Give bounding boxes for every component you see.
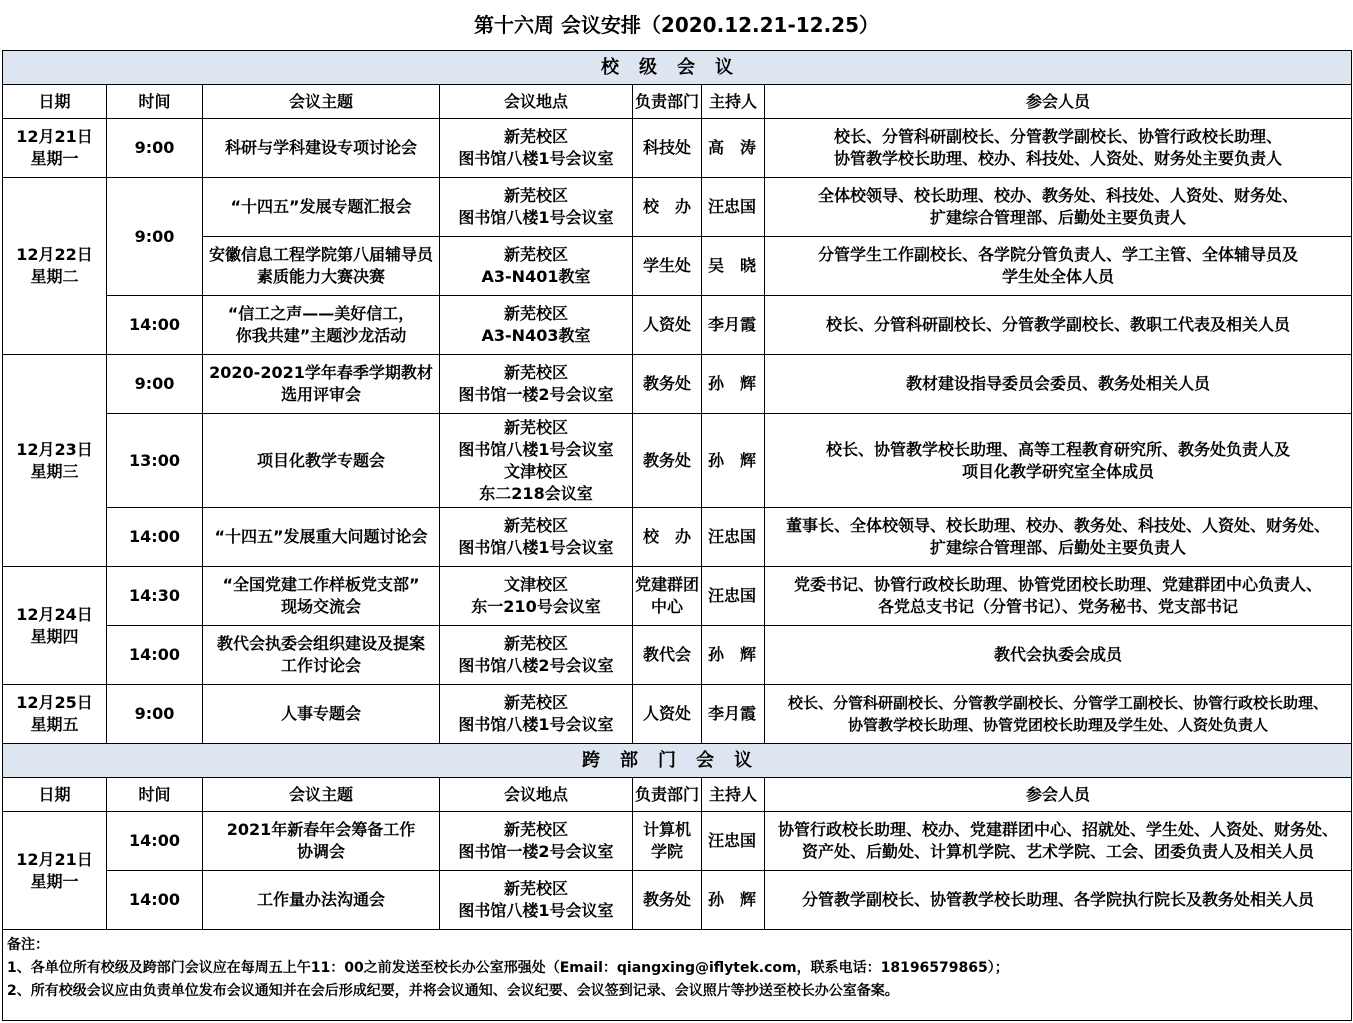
time-cell: 14:00 [107,508,203,567]
notes-row [3,930,1352,1021]
cross-column-header-row [3,778,1352,812]
attendees-cell: 协管行政校长助理、校办、党建群团中心、招就处、学生处、人资处、财务处、 资产处、后勤处、计算机学院、艺术学院、工会、团委负责人及相关人员 [765,812,1352,871]
host-cell: 孙 辉 [702,871,765,930]
host-cell: 李月霞 [702,296,765,355]
time-cell: 9:00 [107,355,203,414]
dept-cell: 教务处 [633,414,702,508]
col-header-attendees: 参会人员 [765,778,1352,812]
table-row [3,119,1352,178]
notes-cell [3,930,1352,1021]
topic-cell: 科研与学科建设专项讨论会 [203,119,440,178]
location-cell: 新芜校区 A3-N401教室 [440,237,633,296]
host-cell: 汪忠国 [702,812,765,871]
location-cell: 新芜校区 图书馆八楼2号会议室 [440,626,633,685]
attendees-cell: 校长、分管科研副校长、分管教学副校长、协管行政校长助理、 协管教学校长助理、校办、科技处、人资处、财务处主要负责人 [765,119,1352,178]
date-cell: 12月21日 星期一 [3,119,107,178]
topic-cell: 2021年新春年会筹备工作 协调会 [203,812,440,871]
notes-line-1: 1、各单位所有校级及跨部门会议应在每周五上午11：00之前发送至校长办公室邢强处（Email：qiangxing@iflytek.com，联系电话：18196579865）； [7,960,1009,976]
dept-cell: 校 办 [633,508,702,567]
col-header-time: 时间 [107,778,203,812]
attendees-cell: 教代会执委会成员 [765,626,1352,685]
col-header-attendees: 参会人员 [765,85,1352,119]
table-row [3,685,1352,744]
col-header-topic: 会议主题 [203,778,440,812]
col-header-date: 日期 [3,85,107,119]
col-header-host: 主持人 [702,778,765,812]
location-cell: 新芜校区 图书馆八楼1号会议室 [440,685,633,744]
host-cell: 汪忠国 [702,567,765,626]
date-cell: 12月25日 星期五 [3,685,107,744]
time-cell: 14:30 [107,567,203,626]
time-cell: 14:00 [107,626,203,685]
cross-section-heading: 跨部门会议 [3,744,1352,778]
topic-cell: 工作量办法沟通会 [203,871,440,930]
attendees-cell: 全体校领导、校长助理、校办、教务处、科技处、人资处、财务处、 扩建综合管理部、后勤处主要负责人 [765,178,1352,237]
topic-cell: 2020-2021学年春季学期教材 选用评审会 [203,355,440,414]
host-cell: 孙 辉 [702,355,765,414]
dept-cell: 计算机 学院 [633,812,702,871]
cross-section-header [3,744,1352,778]
date-cell: 12月21日 星期一 [3,812,107,930]
topic-cell: 教代会执委会组织建设及提案 工作讨论会 [203,626,440,685]
location-cell: 新芜校区 图书馆八楼1号会议室 [440,508,633,567]
attendees-cell: 分管学生工作副校长、各学院分管负责人、学工主管、全体辅导员及 学生处全体人员 [765,237,1352,296]
table-row [3,567,1352,626]
notes-label: 备注： [7,937,49,953]
host-cell: 孙 辉 [702,626,765,685]
dept-cell: 教务处 [633,355,702,414]
attendees-cell: 党委书记、协管行政校长助理、协管党团校长助理、党建群团中心负责人、 各党总支书记（分管书记）、党务秘书、党支部书记 [765,567,1352,626]
attendees-cell: 校长、分管科研副校长、分管教学副校长、分管学工副校长、协管行政校长助理、 协管教学校长助理、协管党团校长助理及学生处、人资处负责人 [765,685,1352,744]
col-header-host: 主持人 [702,85,765,119]
host-cell: 汪忠国 [702,178,765,237]
dept-cell: 党建群团 中心 [633,567,702,626]
location-cell: 新芜校区 图书馆八楼1号会议室 [440,871,633,930]
topic-cell: “信工之声——美好信工， 你我共建”主题沙龙活动 [203,296,440,355]
host-cell: 吴 晓 [702,237,765,296]
host-cell: 李月霞 [702,685,765,744]
col-header-time: 时间 [107,85,203,119]
host-cell: 汪忠国 [702,508,765,567]
time-cell: 9:00 [107,178,203,296]
page-title: 第十六周 会议安排（2020.12.21-12.25） [473,13,880,37]
school-column-header-row [3,85,1352,119]
dept-cell: 教务处 [633,871,702,930]
date-cell: 12月22日 星期二 [3,178,107,355]
time-cell: 14:00 [107,812,203,871]
table-row [3,296,1352,355]
col-header-dept: 负责部门 [633,85,702,119]
col-header-location: 会议地点 [440,85,633,119]
topic-cell: 人事专题会 [203,685,440,744]
schedule-page [2,0,1351,1023]
table-row [3,237,1352,296]
school-section-header [3,51,1352,85]
host-cell: 高 涛 [702,119,765,178]
time-cell: 14:00 [107,871,203,930]
topic-cell: “全国党建工作样板党支部” 现场交流会 [203,567,440,626]
dept-cell: 教代会 [633,626,702,685]
time-cell: 13:00 [107,414,203,508]
topic-cell: “十四五”发展重大问题讨论会 [203,508,440,567]
table-row [3,812,1352,871]
col-header-location: 会议地点 [440,778,633,812]
dept-cell: 人资处 [633,296,702,355]
col-header-topic: 会议主题 [203,85,440,119]
attendees-cell: 分管教学副校长、协管教学校长助理、各学院执行院长及教务处相关人员 [765,871,1352,930]
location-cell: 新芜校区 图书馆八楼1号会议室 文津校区 东二218会议室 [440,414,633,508]
location-cell: 文津校区 东一210号会议室 [440,567,633,626]
attendees-cell: 董事长、全体校领导、校长助理、校办、教务处、科技处、人资处、财务处、 扩建综合管理部、后勤处主要负责人 [765,508,1352,567]
dept-cell: 科技处 [633,119,702,178]
attendees-cell: 校长、协管教学校长助理、高等工程教育研究所、教务处负责人及 项目化教学研究室全体成员 [765,414,1352,508]
location-cell: 新芜校区 图书馆八楼1号会议室 [440,119,633,178]
location-cell: 新芜校区 图书馆一楼2号会议室 [440,812,633,871]
location-cell: 新芜校区 图书馆八楼1号会议室 [440,178,633,237]
dept-cell: 学生处 [633,237,702,296]
time-cell: 9:00 [107,119,203,178]
topic-cell: 项目化教学专题会 [203,414,440,508]
notes-line-2: 2、所有校级会议应由负责单位发布会议通知并在会后形成纪要，并将会议通知、会议纪要、会议签到记录、会议照片等抄送至校长办公室备案。 [7,983,899,999]
time-cell: 14:00 [107,296,203,355]
school-section-heading: 校级会议 [3,51,1352,85]
col-header-dept: 负责部门 [633,778,702,812]
location-cell: 新芜校区 图书馆一楼2号会议室 [440,355,633,414]
table-row [3,178,1352,237]
schedule-table [2,50,1352,1021]
table-row [3,355,1352,414]
location-cell: 新芜校区 A3-N403教室 [440,296,633,355]
table-row [3,414,1352,508]
date-cell: 12月23日 星期三 [3,355,107,567]
topic-cell: 安徽信息工程学院第八届辅导员 素质能力大赛决赛 [203,237,440,296]
host-cell: 孙 辉 [702,414,765,508]
date-cell: 12月24日 星期四 [3,567,107,685]
table-row [3,871,1352,930]
time-cell: 9:00 [107,685,203,744]
attendees-cell: 教材建设指导委员会委员、教务处相关人员 [765,355,1352,414]
table-row [3,508,1352,567]
col-header-date: 日期 [3,778,107,812]
dept-cell: 校 办 [633,178,702,237]
dept-cell: 人资处 [633,685,702,744]
table-row [3,626,1352,685]
topic-cell: “十四五”发展专题汇报会 [203,178,440,237]
attendees-cell: 校长、分管科研副校长、分管教学副校长、教职工代表及相关人员 [765,296,1352,355]
